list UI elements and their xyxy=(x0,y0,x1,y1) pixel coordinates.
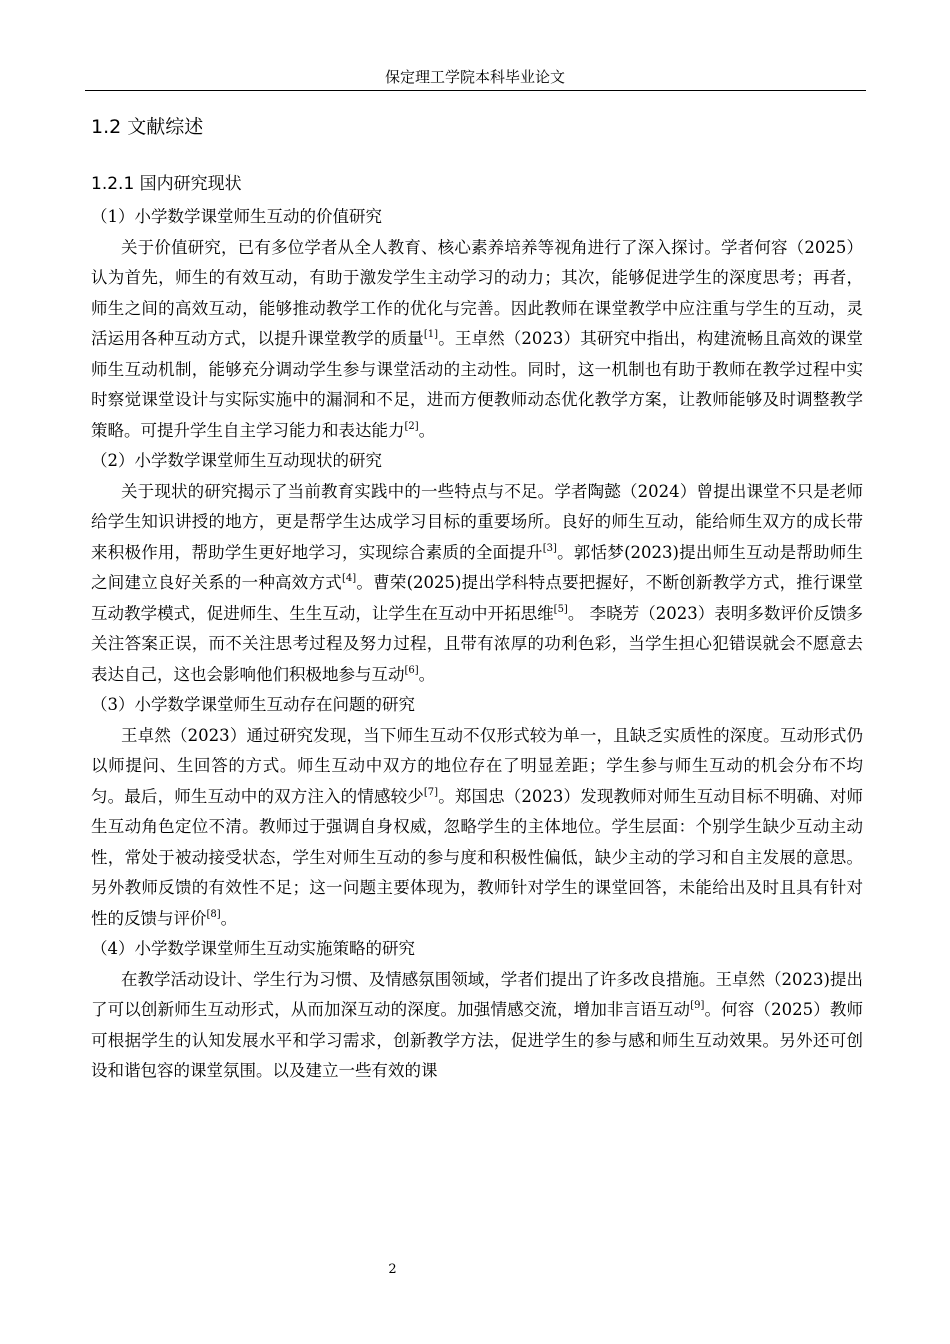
topic-heading: （3）小学数学课堂师生互动存在问题的研究 xyxy=(91,695,415,714)
citation-ref: [1] xyxy=(423,329,439,340)
running-header: 保定理工学院本科毕业论文 xyxy=(384,68,565,86)
text-segment: 。 李晓芳（2023）表明多数评价反馈多关注答案正误，而不关注思考过程及努力过程，且带有浓厚的功利色彩，当学生担心犯错误就会不愿意去表达自己，这也会影响他们积极地参与互动 xyxy=(91,603,863,684)
section-title: 1.2 文献综述 xyxy=(91,116,204,138)
body-paragraph xyxy=(91,477,863,691)
citation-ref: [4] xyxy=(341,573,357,584)
topics-container xyxy=(91,202,863,1087)
body-paragraph xyxy=(91,965,863,1087)
citation-ref: [2] xyxy=(404,420,419,432)
citation-ref: [5] xyxy=(553,603,568,615)
page-number: 2 xyxy=(388,1262,397,1277)
text-segment: 关于价值研究，已有多位学者从全人教育、核心素养培养等视角进行了深入探讨。学者何容（2025）认为首先，师生的有效互动，有助于激发学生主动学习的动力；其次，能够促进学生的深度思考；再者，师生之间的高效互动，能够推动教学工作的优化与完善。因此教师在课堂教学中应注重与学生的互动，灵活运用各种互动方式，以提升课堂教学的质量 xyxy=(91,237,863,348)
text-segment: 。 xyxy=(418,664,436,684)
body-paragraph xyxy=(91,233,863,447)
citation-ref: [9] xyxy=(690,1000,705,1011)
subsection-title: 1.2.1 国内研究现状 xyxy=(91,174,242,194)
citation-ref: [7] xyxy=(423,786,439,798)
text-segment: 。曹荣(2025)提出学科特点要把握好，不断创新教学方式，推行课堂互动教学模式，促进师生、生生互动，让学生在互动中开拓思维 xyxy=(91,573,864,623)
header-rule xyxy=(85,90,866,91)
citation-ref: [8] xyxy=(206,908,221,920)
text-segment: 。郑国忠（2023）发现教师对师生互动目标不明确、对师生互动角色定位不清。教师过于强调自身权威，忽略学生的主体地位。学生层面：个别学生缺少互动主动性，常处于被动接受状态，学生对师生互动的参与度和积极性偏低，缺少主动的学习和自主发展的意思。另外教师反馈的有效性不足；这一问题主要体现为，教师针对学生的课堂回答，未能给出及时且具有针对性的反馈与评价 xyxy=(91,786,864,928)
topic-heading: （2）小学数学课堂师生互动现状的研究 xyxy=(91,451,382,470)
text-segment: 王卓然（2023）通过研究发现，当下师生互动不仅形式较为单一，且缺乏实质性的深度。互动形式仍以师提问、生回答的方式。师生互动中双方的地位存在了明显差距；学生参与师生互动的机会分布不均匀。最后，师生互动中的双方注入的情感较少 xyxy=(91,725,863,806)
body-paragraph xyxy=(91,721,863,935)
page-content xyxy=(91,112,863,1087)
text-segment: 关于现状的研究揭示了当前教育实践中的一些特点与不足。学者陶懿（2024）曾提出课堂不只是老师给学生知识讲授的地方，更是帮学生达成学习目标的重要场所。良好的师生互动，能给师生双方的成长带来积极作用，帮助学生更好地学习，实现综合素质的全面提升 xyxy=(91,481,863,562)
text-segment: 。郭恬梦(2023)提出师生互动是帮助师生之间建立良好关系的一种高效方式 xyxy=(91,542,863,592)
text-segment: 。王卓然（2023）其研究中指出，构建流畅且高效的课堂师生互动机制，能够充分调动学生参与课堂活动的主动性。同时，这一机制也有助于教师在教学过程中实时察觉课堂设计与实际实施中的漏洞和不足，进而方便教师动态优化教学方案，让教师能够及时调整教学策略。可提升学生自主学习能力和表达能力 xyxy=(91,329,864,440)
citation-ref: [3] xyxy=(542,542,557,554)
topic-heading: （4）小学数学课堂师生互动实施策略的研究 xyxy=(91,939,415,958)
topic-heading: （1）小学数学课堂师生互动的价值研究 xyxy=(91,207,382,226)
text-segment: 在教学活动设计、学生行为习惯、及情感氛围领域，学者们提出了许多改良措施。王卓然（2023)提出了可以创新师生互动形式，从而加深互动的深度。加强情感交流，增加非言语互动 xyxy=(91,969,863,1019)
text-segment: 。何容（2025）教师可根据学生的认知发展水平和学习需求，创新教学方法，促进学生的参与感和师生互动效果。另外还可创设和谐包容的课堂氛围。以及建立一些有效的课 xyxy=(91,1000,864,1080)
citation-ref: [6] xyxy=(404,664,419,676)
text-segment: 。 xyxy=(220,908,238,928)
text-segment: 。 xyxy=(418,420,436,440)
